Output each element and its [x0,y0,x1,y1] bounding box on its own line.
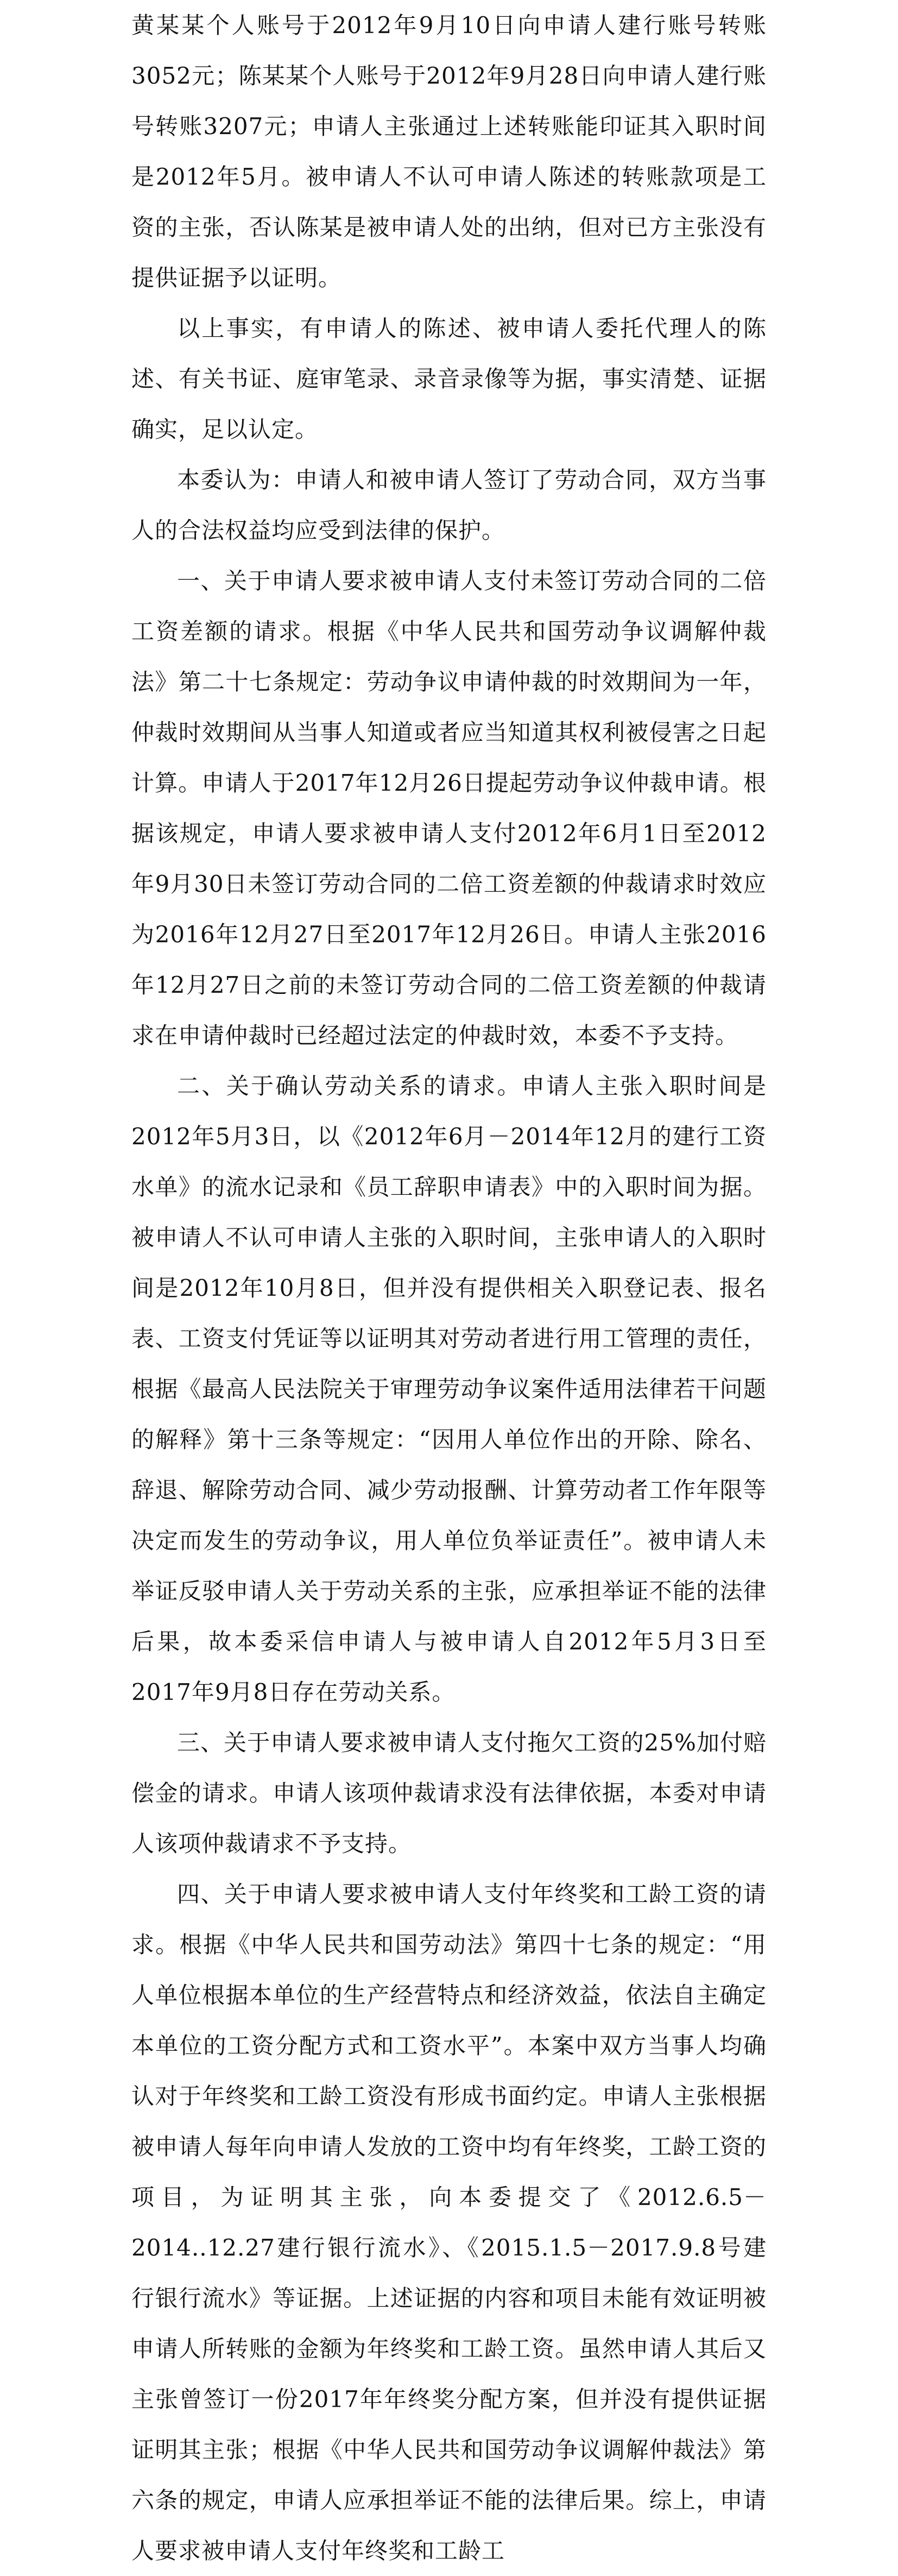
paragraph-point-four: 四、关于申请人要求被申请人支付年终奖和工龄工资的请求。根据《中华人民共和国劳动法》第四十七条的规定：“用人单位根据本单位的生产经营特点和经济效益，依法自主确定本单位的工资分配方式和工资水平”。本案中双方当事人均确认对于年终奖和工龄工资没有形成书面约定。申请人主张根据被申请人每年向申请人发放的工资中均有年终奖，工龄工资的项目，为证明其主张，向本委提交了《2012.6.5－2014..12.27建行银行流水》、《2015.1.5－2017.9.8号建行银行流水》等证据。上述证据的内容和项目未能有效证明被申请人所转账的金额为年终奖和工龄工资。虽然申请人其后又主张曾签订一份2017年年终奖分配方案，但并没有提供证据证明其主张；根据《中华人民共和国劳动争议调解仲裁法》第六条的规定，申请人应承担举证不能的法律后果。综上，申请人要求被申请人支付年终奖和工龄工 [131,1881,767,2564]
paragraph-point-two: 二、关于确认劳动关系的请求。申请人主张入职时间是2012年5月3日，以《2012年6月－2014年12月的建行工资水单》的流水记录和《员工辞职申请表》中的入职时间为据。被申请人不认可申请人主张的入职时间，主张申请人的入职时间是2012年10月8日，但并没有提供相关入职登记表、报名表、工资支付凭证等以证明其对劳动者进行用工管理的责任，根据《最高人民法院关于审理劳动争议案件适用法律若干问题的解释》第十三条等规定：“因用人单位作出的开除、除名、辞退、解除劳动合同、减少劳动报酬、计算劳动者工作年限等决定而发生的劳动争议，用人单位负举证责任”。被申请人未举证反驳申请人关于劳动关系的主张，应承担举证不能的法律后果，故本委采信申请人与被申请人自2012年5月3日至2017年9月8日存在劳动关系。 [131,1073,767,1705]
paragraph-committee-opinion: 本委认为：申请人和被申请人签订了劳动合同，双方当事人的合法权益均应受到法律的保护。 [131,467,767,544]
paragraph-point-one: 一、关于申请人要求被申请人支付未签订劳动合同的二倍工资差额的请求。根据《中华人民共和国劳动争议调解仲裁法》第二十七条规定：劳动争议申请仲裁的时效期间为一年，仲裁时效期间从当事人知道或者应当知道其权利被侵害之日起计算。申请人于2017年12月26日提起劳动争议仲裁申请。根据该规定，申请人要求被申请人支付2012年6月1日至2012年9月30日未签订劳动合同的二倍工资差额的仲裁请求时效应为2016年12月27日至2017年12月26日。申请人主张2016年12月27日之前的未签订劳动合同的二倍工资差额的仲裁请求在申请仲裁时已经超过法定的仲裁时效，本委不予支持。 [131,568,767,1049]
paragraph-point-three: 三、关于申请人要求被申请人支付拖欠工资的25%加付赔偿金的请求。申请人该项仲裁请求没有法律依据，本委对申请人该项仲裁请求不予支持。 [131,1729,767,1857]
paragraph-transfer-facts: 黄某某个人账号于2012年9月10日向申请人建行账号转账3052元；陈某某个人账号于2012年9月28日向申请人建行账号转账3207元；申请人主张通过上述转账能印证其入职时间是2012年5月。被申请人不认可申请人陈述的转账款项是工资的主张，否认陈某是被申请人处的出纳，但对已方主张没有提供证据予以证明。 [131,12,767,291]
paragraph-facts-evidence: 以上事实，有申请人的陈述、被申请人委托代理人的陈述、有关书证、庭审笔录、录音录像等为据，事实清楚、证据确实，足以认定。 [131,315,767,443]
document-body [131,0,767,2576]
